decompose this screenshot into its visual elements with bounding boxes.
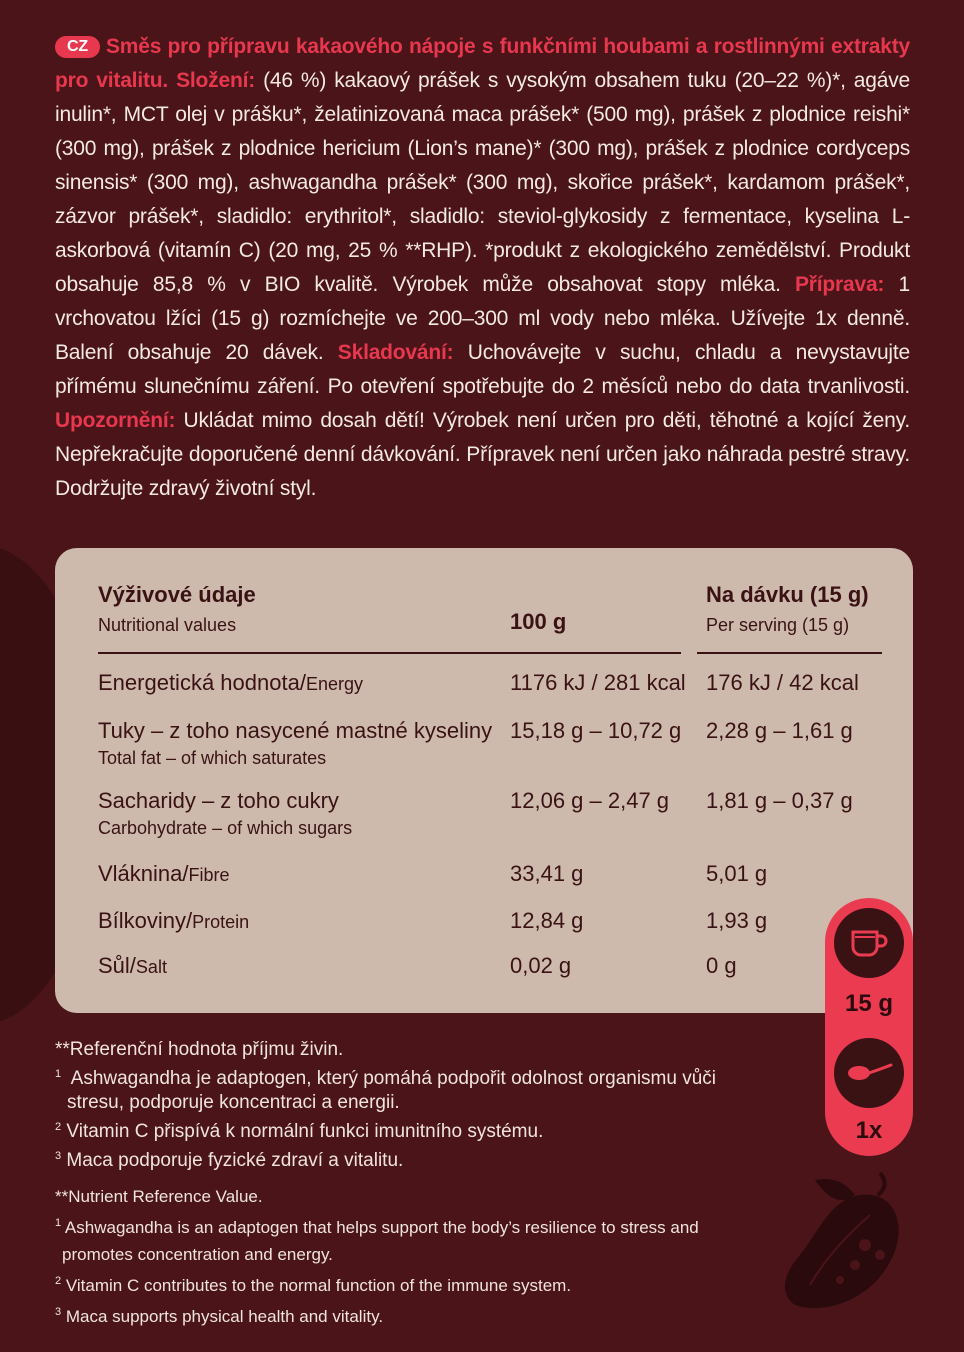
storage-text: Uchovávejte v suchu, chladu a nevystavujte přímému slunečnímu záření. Po otevření spotřebujte do 2 měsíců nebo do data trvanlivosti. bbox=[55, 341, 911, 398]
nutrient-name: Tuky – z toho nasycené mastné kyseliny bbox=[98, 718, 493, 743]
footnote-mark: 3 bbox=[55, 1306, 62, 1318]
footnote-mark: 2 bbox=[55, 1121, 62, 1133]
dose-amount: 15 g bbox=[844, 990, 894, 1017]
value-100g: 33,41 g bbox=[510, 861, 584, 886]
nutrient-name-en: Carbohydrate – of which sugars bbox=[98, 818, 353, 838]
value-100g: 12,84 g bbox=[510, 908, 584, 933]
divider bbox=[481, 652, 681, 654]
footnote: $^3$ Maca supports physical health and vitality. bbox=[55, 1306, 384, 1326]
nutrient-name-en: Fibre bbox=[188, 865, 230, 885]
value-serving: 2,28 g – 1,61 g bbox=[706, 718, 853, 743]
nutrition-table bbox=[55, 548, 913, 1013]
preparation-text: 1 vrchovatou lžíci (15 g) rozmíchejte ve 200–300 ml vody nebo mléka. Užívejte 1x denně. Balení obsahuje 20 dávek. bbox=[55, 273, 910, 364]
value-serving: 1,81 g – 0,37 g bbox=[706, 788, 853, 813]
footnotes-cz bbox=[55, 1038, 775, 1173]
footnote-mark: 2 bbox=[55, 1275, 62, 1287]
nutrient-name-en: Protein bbox=[192, 912, 250, 932]
cup-icon bbox=[834, 908, 904, 978]
value-serving: 1,93 g bbox=[706, 908, 768, 933]
product-description bbox=[55, 30, 910, 506]
footnote-nrv: **Nutrient Reference Value. bbox=[55, 1187, 263, 1206]
nutrient-name: Bílkoviny/ bbox=[98, 908, 193, 933]
nutrient-name: Sacharidy – z toho cukry bbox=[98, 788, 339, 813]
dosage-badge bbox=[825, 898, 913, 1156]
footnote-mark: 1 bbox=[55, 1068, 62, 1080]
nutrient-name: Vláknina/ bbox=[98, 861, 189, 886]
product-title: Směs pro přípravu kakaového nápoje s funkčními houbami a rostlinnými extrakty pro vitalitu. bbox=[55, 35, 910, 92]
value-100g: 1176 kJ / 281 kcal bbox=[510, 670, 686, 695]
value-serving: 176 kJ / 42 kcal bbox=[706, 670, 859, 695]
preparation-label: Příprava: bbox=[794, 273, 885, 296]
footnote-mark: 1 bbox=[55, 1217, 62, 1229]
composition-text: (46 %) kakaový prášek s vysokým obsahem tuku (20–22 %)*, agáve inulin*, MCT olej v prášku*, želatinizovaná maca prášek* (500 mg), prášek z plodnice reishi* (300 mg), prášek z plodnice hericium (Lion’s mane)* (300 mg), prášek z plodnice cordyceps sinensis* (300 mg), ashwagandha prášek* (300 mg), skořice prášek*, kardamom prášek*, zázvor prášek*, sladidlo: erythritol*, sladidlo: steviol-glykosidy z fermentace, kyselina L-askorbová (vitamín C) (20 mg, 25 % **RHP). *produkt z ekologického zemědělství. Produkt obsahuje 85,8 % v BIO kvalitě. Výrobek může obsahovat stopy mléka. bbox=[55, 69, 910, 296]
divider bbox=[697, 652, 882, 654]
nutrient-name-en: Energy bbox=[305, 674, 363, 694]
footnote-rhp: **Referenční hodnota příjmu živin. bbox=[55, 1039, 344, 1060]
warning-label: Upozornění: bbox=[55, 409, 176, 432]
warning-text: Ukládat mimo dosah dětí! Výrobek není určen pro děti, těhotné a kojící ženy. Nepřekračujte doporučené denní dávkování. Přípravek není určen jako náhrada pestré stravy. Dodržujte zdravý životní styl. bbox=[55, 409, 910, 500]
nutrient-name-en: Total fat – of which saturates bbox=[98, 748, 327, 768]
dose-frequency: 1x bbox=[855, 1117, 883, 1144]
value-100g: 0,02 g bbox=[510, 953, 572, 978]
footnote: $^3$ Maca podporuje fyzické zdraví a vitalitu. bbox=[55, 1150, 404, 1171]
nutrient-name: Energetická hodnota/ bbox=[98, 670, 306, 695]
value-100g: 15,18 g – 10,72 g bbox=[510, 718, 682, 743]
cacao-pod-icon bbox=[770, 1165, 920, 1325]
storage-label: Skladování: bbox=[337, 341, 454, 364]
value-100g: 12,06 g – 2,47 g bbox=[510, 788, 670, 813]
composition-label: Složení: bbox=[176, 69, 255, 92]
column-header-serving-en: Per serving (15 g) bbox=[706, 615, 850, 635]
table-title-en: Nutritional values bbox=[98, 615, 237, 635]
column-header-100g: 100 g bbox=[510, 609, 567, 634]
nutrient-name-en: Salt bbox=[135, 957, 167, 977]
table-title-cz: Výživové údaje bbox=[98, 582, 256, 607]
footnotes-en bbox=[55, 1183, 745, 1330]
value-serving: 0 g bbox=[706, 953, 737, 978]
spoon-icon bbox=[834, 1038, 904, 1108]
value-serving: 5,01 g bbox=[706, 861, 768, 886]
footnote: $^2$ Vitamin C přispívá k normální funkci imunitního systému. bbox=[55, 1121, 544, 1142]
column-header-serving-cz: Na dávku (15 g) bbox=[706, 582, 869, 607]
footnote: $^1$ Ashwagandha is an adaptogen that helps support the body’s resilience to stress and promotes concentration and energy. bbox=[55, 1217, 699, 1264]
footnote: $^1$ Ashwagandha je adaptogen, který pomáhá podpořit odolnost organismu vůči stresu, podporuje koncentraci a energii. bbox=[55, 1068, 717, 1113]
divider bbox=[98, 652, 481, 654]
footnote: $^2$ Vitamin C contributes to the normal function of the immune system. bbox=[55, 1275, 572, 1295]
footnote-mark: 3 bbox=[55, 1150, 62, 1162]
nutrient-name: Sůl/ bbox=[98, 953, 136, 978]
language-badge: CZ bbox=[55, 36, 100, 58]
